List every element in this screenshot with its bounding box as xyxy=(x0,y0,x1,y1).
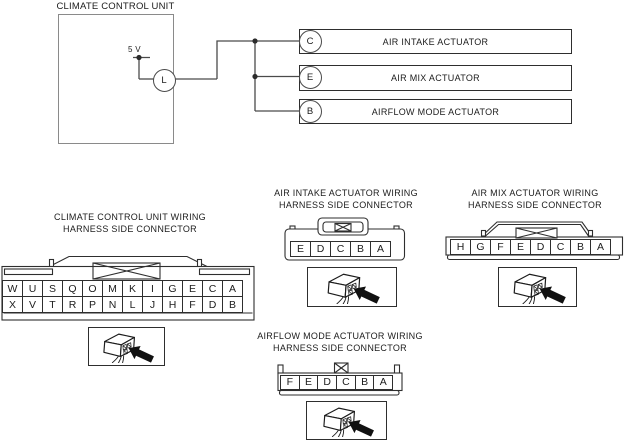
pin-cell: X xyxy=(2,296,23,313)
air-intake-pin-row xyxy=(291,241,391,257)
pin-cell: F xyxy=(490,239,511,255)
pin-cell: C xyxy=(550,239,571,255)
connector-view-icon xyxy=(313,404,381,437)
pin-cell: G xyxy=(470,239,491,255)
air-mix-connector-title xyxy=(446,188,624,211)
connector-view-icon xyxy=(93,330,161,363)
actuator-pin-circle-e: E xyxy=(299,66,322,89)
pin-cell: V xyxy=(22,296,43,313)
pin-cell: E xyxy=(299,375,319,390)
pin-cell: N xyxy=(102,296,123,313)
pin-cell: A xyxy=(370,241,391,257)
air-intake-connector-title xyxy=(256,188,436,211)
air-mix-actuator-label: AIR MIX ACTUATOR xyxy=(391,72,480,83)
climate-connector-view-box xyxy=(88,327,165,366)
connector-view-icon xyxy=(317,270,387,304)
actuator-pin-circle-b: B xyxy=(299,100,322,123)
pin-cell: F xyxy=(182,296,203,313)
pin-cell: J xyxy=(142,296,163,313)
pin-cell: R xyxy=(62,296,83,313)
climate-control-unit-title: CLIMATE CONTROL UNIT xyxy=(56,1,175,12)
airflow-mode-connector-drawing xyxy=(277,362,403,397)
airflow-mode-pin-row xyxy=(281,375,393,390)
airflow-mode-connector-title-line1: AIRFLOW MODE ACTUATOR WIRING xyxy=(257,331,423,341)
pin-cell: Q xyxy=(62,280,83,297)
air-mix-connector-view-box xyxy=(498,267,577,307)
pin-cell: D xyxy=(202,296,223,313)
air-mix-connector-drawing xyxy=(445,220,624,262)
pin-cell: G xyxy=(162,280,183,297)
air-intake-connector-title-line2: HARNESS SIDE CONNECTOR xyxy=(279,199,413,210)
pin-cell: H xyxy=(450,239,471,255)
pin-cell: D xyxy=(310,241,331,257)
voltage-source-label: 5 V xyxy=(128,45,141,54)
pin-cell: H xyxy=(162,296,183,313)
air-mix-connector-title-line2: HARNESS SIDE CONNECTOR xyxy=(468,199,602,210)
pin-cell: C xyxy=(202,280,223,297)
pin-cell: B xyxy=(350,241,371,257)
pin-cell: E xyxy=(182,280,203,297)
airflow-mode-actuator-label: AIRFLOW MODE ACTUATOR xyxy=(371,106,500,117)
pin-cell: B xyxy=(222,296,243,313)
pin-cell: D xyxy=(530,239,551,255)
climate-connector-drawing xyxy=(1,255,256,322)
pin-cell: K xyxy=(122,280,143,297)
pin-cell: S xyxy=(42,280,63,297)
pin-cell: C xyxy=(336,375,356,390)
airflow-mode-connector-title-line2: HARNESS SIDE CONNECTOR xyxy=(273,342,407,353)
connector-view-icon xyxy=(503,270,573,304)
pin-cell: L xyxy=(122,296,143,313)
pin-cell: A xyxy=(222,280,243,297)
pin-cell: A xyxy=(373,375,393,390)
pin-cell: D xyxy=(317,375,337,390)
pin-cell: I xyxy=(142,280,163,297)
climate-pin-row-2 xyxy=(3,296,243,313)
pin-cell: F xyxy=(280,375,300,390)
unit-pin-circle-l: L xyxy=(153,69,176,92)
climate-pin-row-1 xyxy=(3,280,243,297)
pin-cell: P xyxy=(82,296,103,313)
pin-cell: T xyxy=(42,296,63,313)
pin-cell: B xyxy=(355,375,375,390)
climate-connector-title-line1: CLIMATE CONTROL UNIT WIRING xyxy=(54,212,206,222)
air-intake-connector-drawing xyxy=(284,217,406,263)
air-intake-connector-view-box xyxy=(307,267,397,307)
airflow-mode-connector-view-box xyxy=(306,401,387,440)
climate-connector-title xyxy=(30,212,230,235)
pin-cell: A xyxy=(590,239,611,255)
pin-cell: E xyxy=(290,241,311,257)
actuator-pin-circle-c: C xyxy=(299,30,322,53)
pin-cell: B xyxy=(570,239,591,255)
air-mix-connector-title-line1: AIR MIX ACTUATOR WIRING xyxy=(471,188,599,198)
air-intake-actuator-label: AIR INTAKE ACTUATOR xyxy=(382,36,489,47)
pin-cell: C xyxy=(330,241,351,257)
airflow-mode-connector-title xyxy=(240,331,440,354)
pin-cell: M xyxy=(102,280,123,297)
pin-cell: E xyxy=(510,239,531,255)
pin-cell: U xyxy=(22,280,43,297)
pin-cell: O xyxy=(82,280,103,297)
climate-connector-title-line2: HARNESS SIDE CONNECTOR xyxy=(63,223,197,234)
air-intake-connector-title-line1: AIR INTAKE ACTUATOR WIRING xyxy=(274,188,418,198)
pin-cell: W xyxy=(2,280,23,297)
air-mix-pin-row xyxy=(451,239,611,255)
